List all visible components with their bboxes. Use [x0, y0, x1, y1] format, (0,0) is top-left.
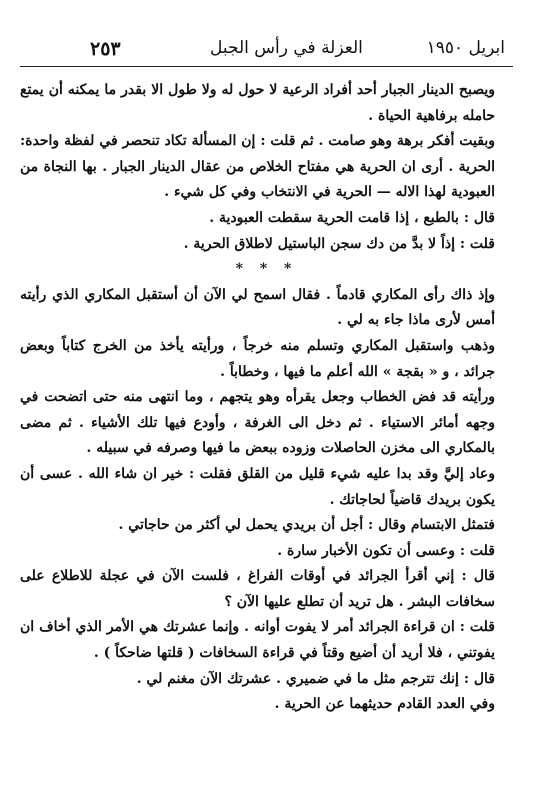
running-title: العزلة في رأس الجبل [210, 38, 363, 58]
paragraph: وإذ ذاك رأى المكاري قادماً . فقال اسمح لي الآن أن أستقبل المكاري الذي رأيته أمس لأرى ماذا جاء به لي . [20, 286, 495, 329]
issue-date: ابريل ١٩٥٠ [426, 38, 505, 58]
page-number: ٢٥٣ [90, 38, 121, 60]
paragraph: قال : بالطبع ، إذا قامت الحرية سقطت العبودية . [209, 209, 495, 226]
paragraph: وذهب واستقبل المكاري وتسلم منه خرجاً ، ورأيته يأخذ من الخرج كتاباً وبعض جرائد ، و « بقجة » الله أعلم ما فيها ، وخطاباً . [20, 337, 495, 380]
page-header [20, 30, 513, 64]
paragraph: قلت : إذاً لا بدَّ من دك سجن الباستيل لاطلاق الحرية . [183, 235, 495, 252]
paragraph: ورأيته قد فض الخطاب وجعل يقرأه وهو يتجهم ، وما انتهى منه حتى اتضحت في وجهه أمائر الاستياء . ثم دخل الى الغرفة ، وأودع فيها تلك الأشياء . ثم مضى بالمكاري الى مخزن الحاصلات وزوده ببعض ما فيها وصرفه في سبيله . [20, 389, 495, 457]
paragraph: قلت : ان قراءة الجرائد أمر لا يفوت أوانه . وإنما عشرتك هي الأمر الذي أخاف ان يفوتني ، فلا أريد أن أضيع وقتاً في قراءة السخافات ( قلتها ضاحكاً ) . [20, 619, 495, 662]
paragraph: ويصبح الدينار الجبار أحد أفراد الرعية لا حول له ولا طول الا بقدر ما يمكنه أن يمتع حامله برفاهية الحياة . [20, 82, 495, 124]
paragraph: وعاد إليَّ وقد بدا عليه شيء قليل من القلق فقلت : خير ان شاء الله . عسى أن يكون بريدك قاضياً لحاجاتك . [20, 465, 495, 508]
article-body [20, 78, 513, 718]
header-rule [20, 66, 513, 67]
paragraph: فتمثل الابتسام وقال : أجل أن بريدي يحمل لي أكثر من حاجاتي . [118, 517, 495, 534]
paragraph: وبقيت أفكر برهة وهو صامت . ثم قلت : إن المسألة تكاد تنحصر في لفظة واحدة: الحرية . أرى ان الحرية هي مفتاح الخلاص من عقال الدينار الجبار . بها النجاة من العبودية لهذا الاله — الحرية في الانتخاب وفي كل شيء . [20, 133, 495, 201]
section-separator: * * * [235, 261, 298, 278]
paragraph: قال : إني أقرأ الجرائد في أوقات الفراغ ، فلست الآن في عجلة للاطلاع على سخافات البشر . هل تريد أن تطلع عليها الآن ؟ [20, 568, 495, 610]
paragraph: وفي العدد القادم حديثهما عن الحرية . [274, 696, 495, 713]
paragraph: قلت : وعسى أن تكون الأخبار سارة . [277, 542, 495, 559]
paragraph: قال : إنك تترجم مثل ما في ضميري . عشرتك الآن مغنم لي . [136, 670, 495, 687]
